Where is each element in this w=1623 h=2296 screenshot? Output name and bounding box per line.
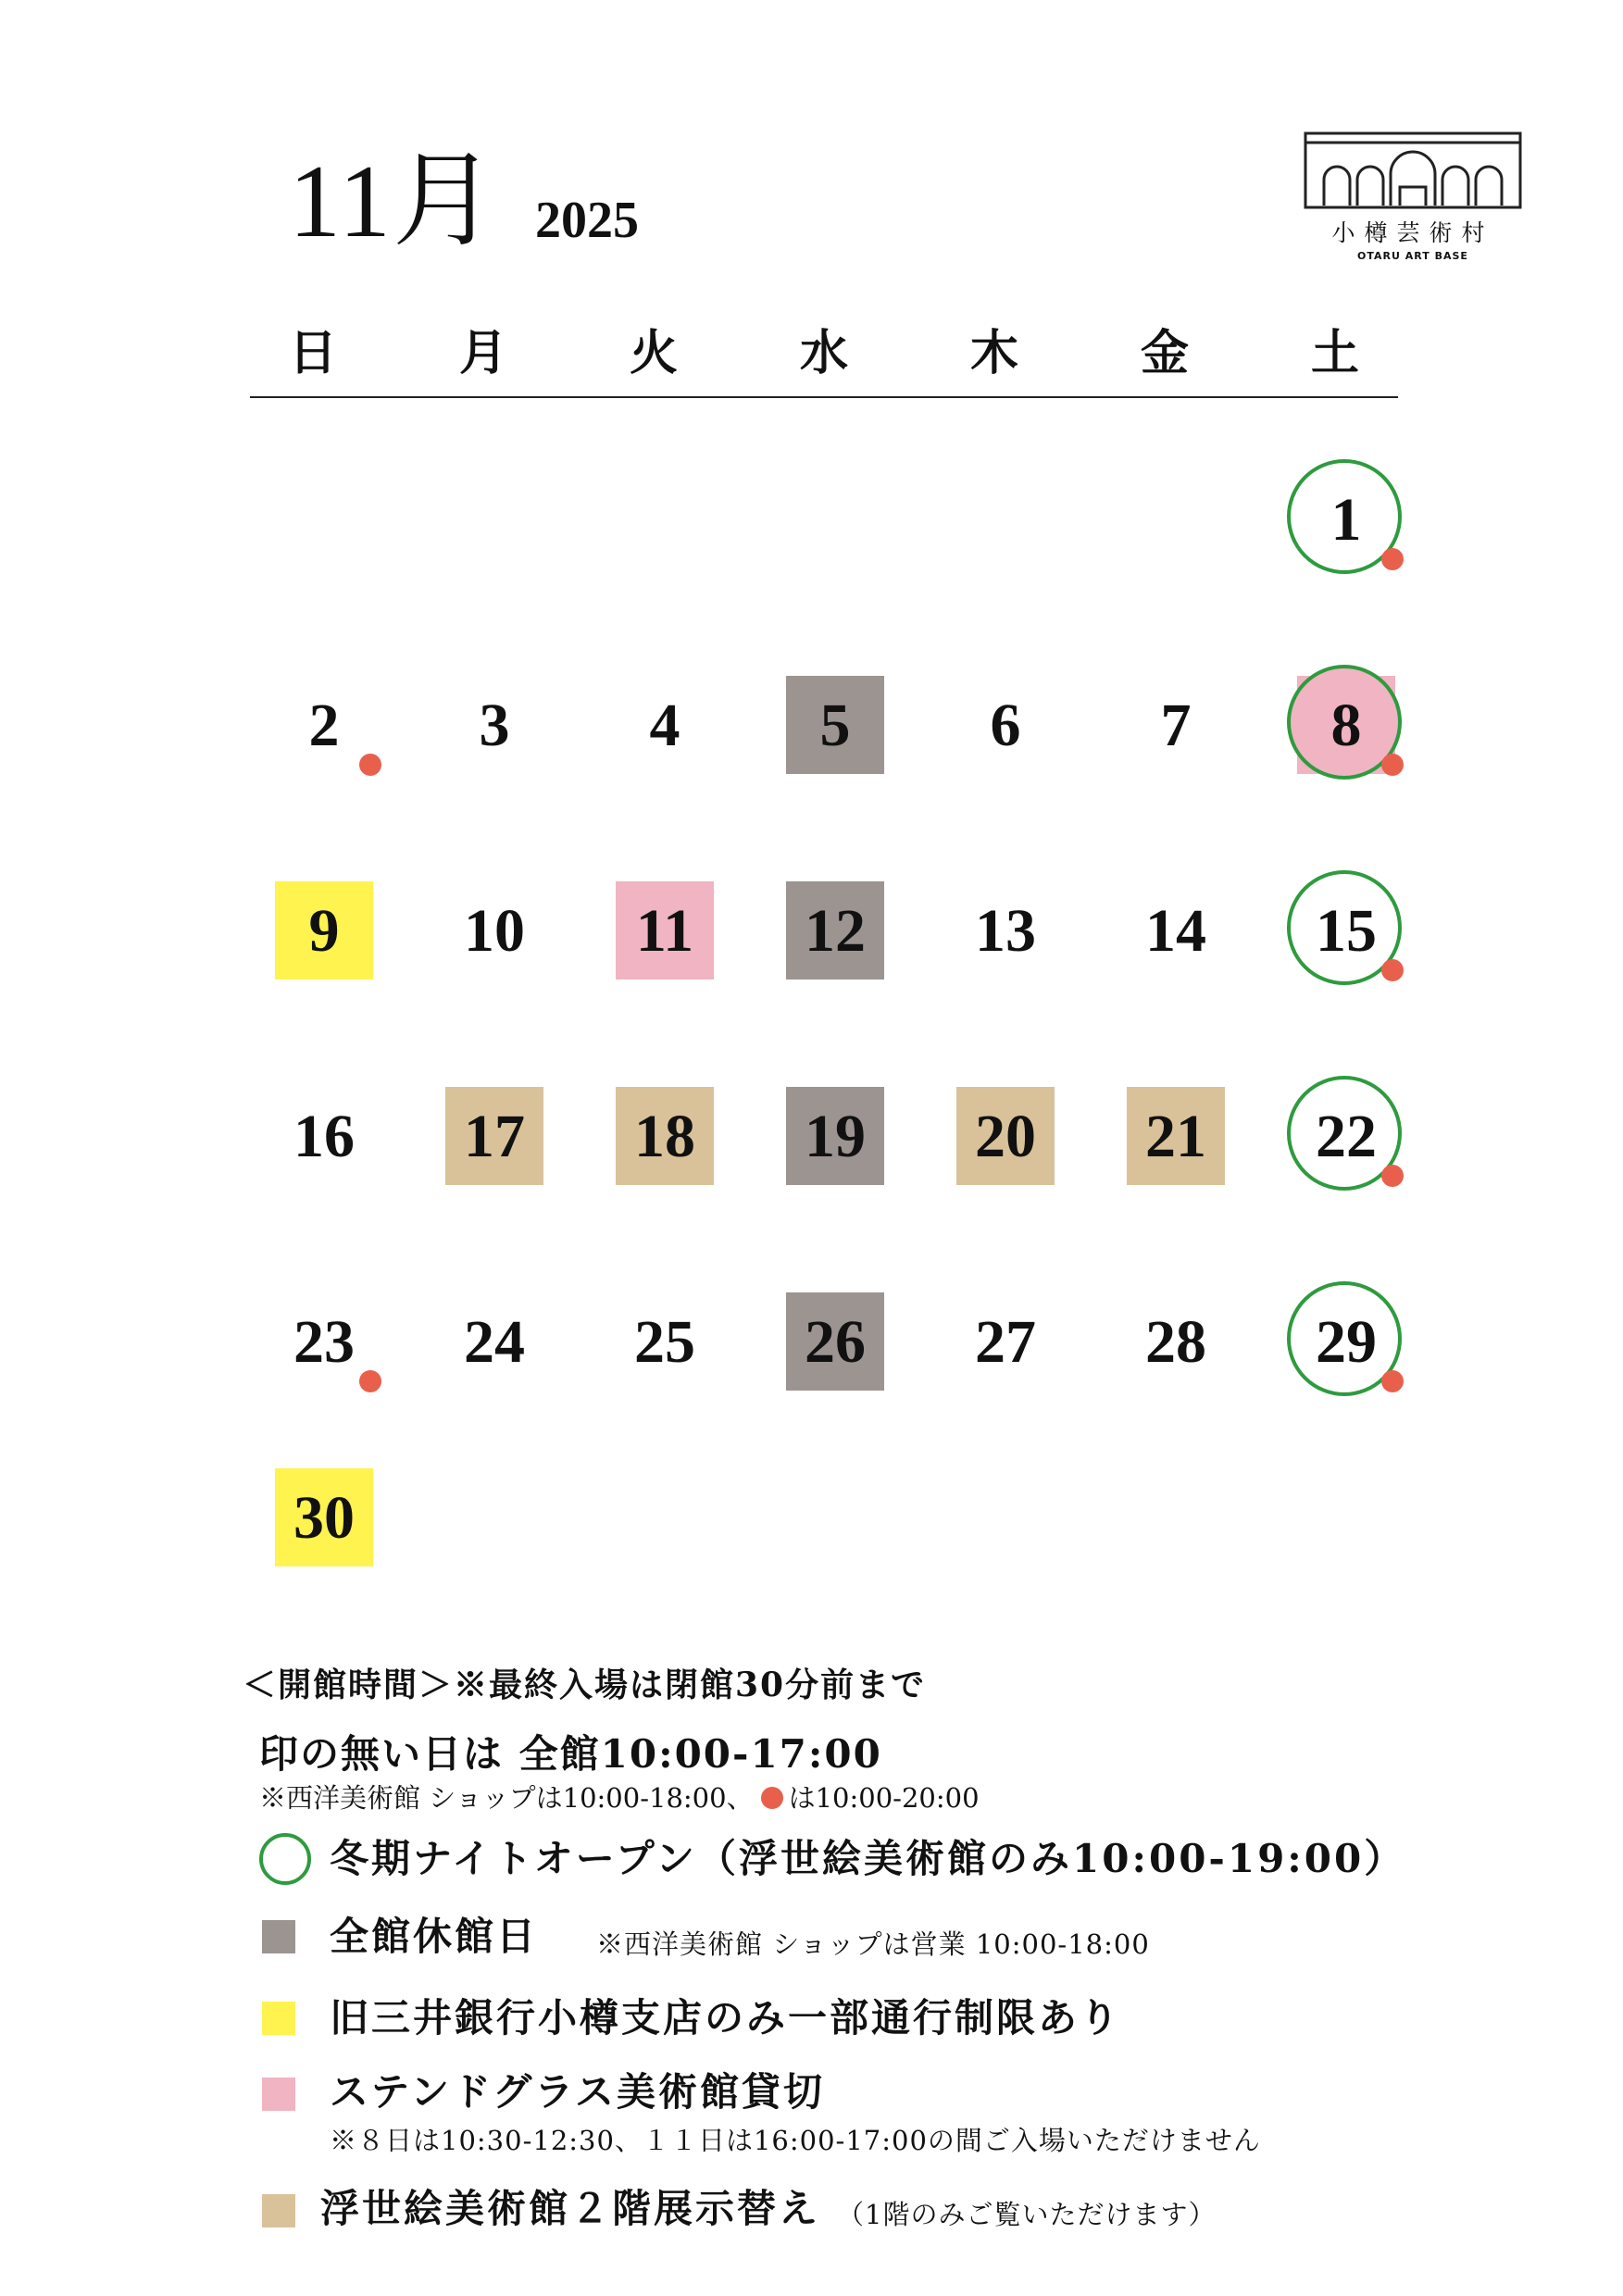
month-title: 11月 bbox=[289, 144, 498, 259]
day-number: 13 bbox=[975, 897, 1036, 965]
day-cell-8 bbox=[1250, 622, 1420, 828]
pink-square-icon bbox=[262, 2078, 295, 2111]
default-hours-note bbox=[259, 1778, 980, 1816]
day-number: 22 bbox=[1316, 1103, 1377, 1170]
legend-night-open-text: 冬期ナイトオープン（浮世絵美術館のみ10:00-19:00） bbox=[330, 1836, 1406, 1881]
day-cell-30 bbox=[228, 1415, 398, 1620]
day-number: 14 bbox=[1145, 897, 1206, 965]
legend-restricted-text: 旧三井銀行小樽支店のみ一部通行制限あり bbox=[330, 1995, 1122, 2040]
extended-hours-dot bbox=[1381, 1165, 1404, 1187]
legend-exhibit-change-text: 浮世絵美術館２階展示替え bbox=[320, 2186, 821, 2231]
legend-closed-text: 全館休館日 bbox=[330, 1914, 539, 1959]
day-cell-7 bbox=[1080, 622, 1250, 828]
extended-hours-dot bbox=[359, 754, 381, 776]
default-note-dot: は10:00-20:00 bbox=[788, 1782, 980, 1814]
day-cell-4 bbox=[568, 622, 739, 828]
weekday-wed: 水 bbox=[799, 325, 848, 381]
day-number: 30 bbox=[293, 1484, 355, 1552]
day-cell-5 bbox=[739, 622, 909, 828]
day-number: 26 bbox=[805, 1308, 866, 1376]
day-number: 8 bbox=[1330, 692, 1362, 759]
day-number: 10 bbox=[464, 897, 525, 965]
extended-hours-dot bbox=[1381, 548, 1404, 570]
day-number: 23 bbox=[293, 1308, 355, 1376]
day-number: 20 bbox=[975, 1103, 1036, 1170]
day-cell-9 bbox=[228, 828, 398, 1033]
gray-square-icon bbox=[262, 1920, 295, 1953]
legend-closed-note: ※西洋美術館 ショップは営業 10:00-18:00 bbox=[596, 1928, 1150, 1960]
day-number: 17 bbox=[464, 1103, 525, 1170]
weekday-thu: 木 bbox=[969, 325, 1018, 381]
day-cell-21 bbox=[1080, 1033, 1250, 1239]
weekday-tue: 火 bbox=[629, 325, 678, 381]
day-number: 11 bbox=[635, 897, 694, 965]
day-number: 1 bbox=[1330, 486, 1362, 554]
day-cell-22 bbox=[1250, 1033, 1420, 1239]
day-number: 7 bbox=[1160, 692, 1192, 759]
day-cell-14 bbox=[1080, 828, 1250, 1033]
legend-reserved-text: ステンドグラス美術館貸切 bbox=[330, 2069, 825, 2115]
day-cell-3 bbox=[398, 622, 568, 828]
day-cell-25 bbox=[568, 1239, 739, 1444]
day-cell-26 bbox=[739, 1239, 909, 1444]
weekday-sun: 日 bbox=[288, 325, 337, 381]
day-number: 4 bbox=[649, 692, 680, 759]
day-cell-2 bbox=[228, 622, 398, 828]
day-number: 16 bbox=[293, 1103, 355, 1170]
day-cell-11 bbox=[568, 828, 739, 1033]
day-number: 12 bbox=[805, 897, 866, 965]
yellow-square-icon bbox=[262, 2002, 295, 2035]
default-note-shop: ※西洋美術館 ショップは10:00-18:00、 bbox=[259, 1782, 754, 1814]
day-cell-17 bbox=[398, 1033, 568, 1239]
legend-reserved-note: ※８日は10:30-12:30、１１日は16:00-17:00の間ご入場いただけません bbox=[330, 2125, 1261, 2156]
weekday-sat: 土 bbox=[1310, 325, 1359, 381]
day-cell-29 bbox=[1250, 1239, 1420, 1444]
logo-name-en: OTARU ART BASE bbox=[1357, 250, 1468, 262]
day-number: 24 bbox=[464, 1308, 525, 1376]
extended-hours-dot bbox=[359, 1370, 381, 1392]
day-number: 27 bbox=[975, 1308, 1036, 1376]
day-cell-20 bbox=[909, 1033, 1080, 1239]
day-cell-16 bbox=[228, 1033, 398, 1239]
day-cell-18 bbox=[568, 1033, 739, 1239]
day-cell-15 bbox=[1250, 828, 1420, 1033]
day-number: 6 bbox=[990, 692, 1021, 759]
legend-exhibit-change-note: （1階のみご覧いただけます） bbox=[837, 2199, 1217, 2230]
extended-hours-dot bbox=[1381, 1370, 1404, 1392]
day-number: 9 bbox=[308, 897, 340, 965]
day-cell-24 bbox=[398, 1239, 568, 1444]
day-cell-28 bbox=[1080, 1239, 1250, 1444]
day-number: 18 bbox=[634, 1103, 695, 1170]
opening-hours-heading: ＜開館時間＞※最終入場は閉館30分前まで bbox=[243, 1666, 927, 1704]
extended-hours-dot bbox=[1381, 959, 1404, 981]
day-cell-19 bbox=[739, 1033, 909, 1239]
day-cell-1 bbox=[1250, 417, 1420, 622]
day-number: 15 bbox=[1316, 897, 1377, 965]
day-number: 21 bbox=[1145, 1103, 1206, 1170]
tan-square-icon bbox=[262, 2194, 295, 2227]
day-cell-12 bbox=[739, 828, 909, 1033]
day-number: 28 bbox=[1145, 1308, 1206, 1376]
day-number: 29 bbox=[1316, 1308, 1377, 1376]
extended-hours-dot bbox=[1381, 754, 1404, 776]
weekday-mon: 月 bbox=[458, 325, 507, 381]
day-number: 3 bbox=[479, 692, 510, 759]
weekday-fri: 金 bbox=[1140, 325, 1189, 381]
day-cell-6 bbox=[909, 622, 1080, 828]
day-number: 2 bbox=[308, 692, 340, 759]
day-cell-13 bbox=[909, 828, 1080, 1033]
logo-name-jp: 小樽芸術村 bbox=[1331, 219, 1494, 246]
year-label: 2025 bbox=[535, 192, 639, 249]
weekday-divider bbox=[250, 396, 1398, 398]
day-number: 5 bbox=[819, 692, 851, 759]
red-dot-icon bbox=[761, 1787, 783, 1809]
day-cell-10 bbox=[398, 828, 568, 1033]
day-cell-23 bbox=[228, 1239, 398, 1444]
day-number: 19 bbox=[805, 1103, 866, 1170]
day-number: 25 bbox=[634, 1308, 695, 1376]
default-hours: 印の無い日は 全館10:00-17:00 bbox=[259, 1731, 882, 1777]
green-circle-icon bbox=[259, 1833, 311, 1885]
day-cell-27 bbox=[909, 1239, 1080, 1444]
